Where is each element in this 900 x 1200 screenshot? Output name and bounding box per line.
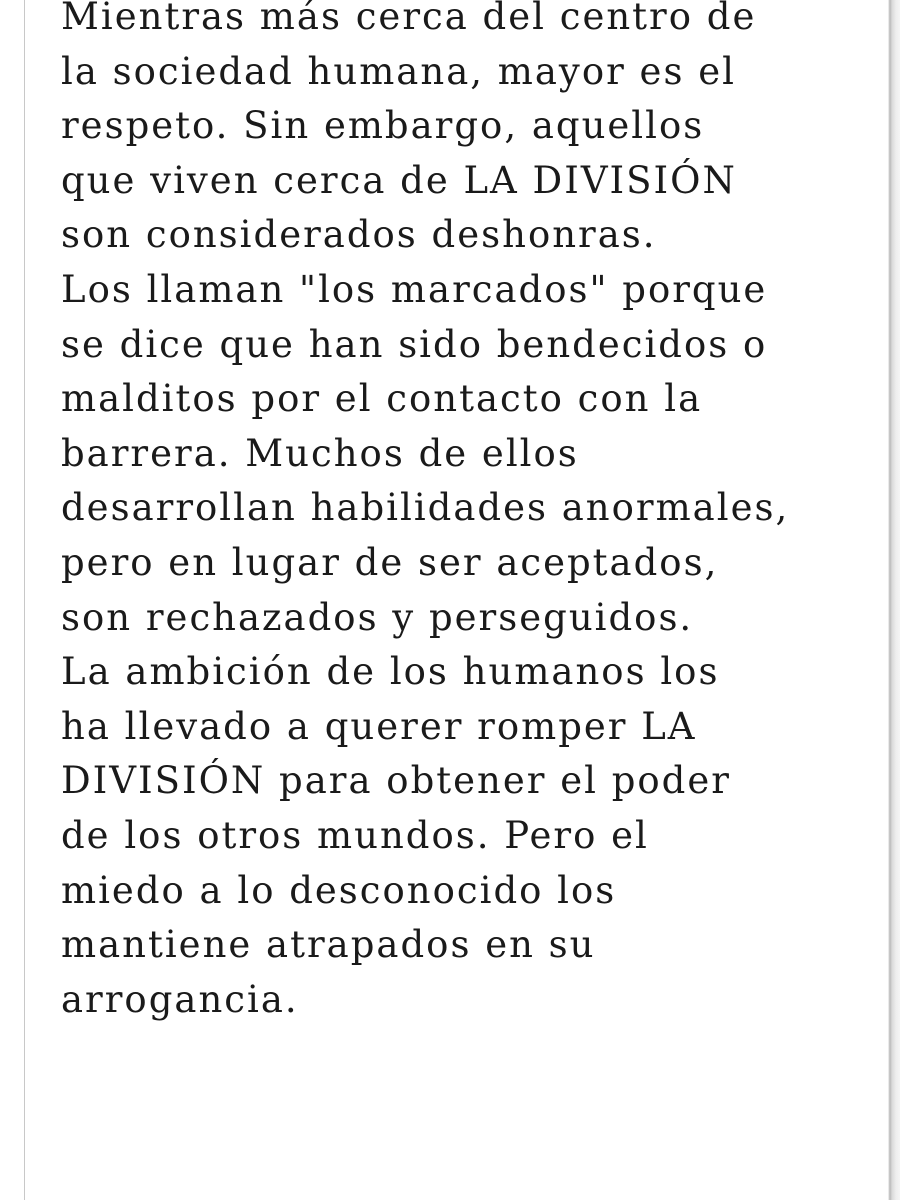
text-line: respeto. Sin embargo, aquellos <box>61 104 705 148</box>
text-line: Mientras más cerca del centro de <box>61 0 757 38</box>
text-line: desarrollan habilidades anormales, <box>61 486 790 530</box>
text-line: mantiene atrapados en su <box>61 923 596 967</box>
text-line: la sociedad humana, mayor es el <box>61 49 736 93</box>
text-line: que viven cerca de LA DIVISIÓN <box>61 158 737 202</box>
text-line: pero en lugar de ser aceptados, <box>61 540 719 584</box>
text-line: malditos por el contacto con la <box>61 377 703 421</box>
text-line: La ambición de los humanos los <box>61 650 720 694</box>
text-line: se dice que han sido bendecidos o <box>61 322 768 366</box>
page-left-border <box>24 0 25 1200</box>
text-line: arrogancia. <box>61 977 299 1021</box>
text-line: DIVISIÓN para obtener el poder <box>61 759 731 803</box>
text-line: son considerados deshonras. <box>61 213 657 257</box>
text-line: de los otros mundos. Pero el <box>61 813 649 857</box>
text-line: son rechazados y perseguidos. <box>61 595 694 639</box>
text-line: miedo a lo desconocido los <box>61 868 617 912</box>
narration-text <box>61 0 851 1027</box>
page-right-edge-shadow <box>880 0 900 1200</box>
text-line: barrera. Muchos de ellos <box>61 431 579 475</box>
text-line: Los llaman "los marcados" porque <box>61 267 768 311</box>
text-line: ha llevado a querer romper LA <box>61 704 697 748</box>
